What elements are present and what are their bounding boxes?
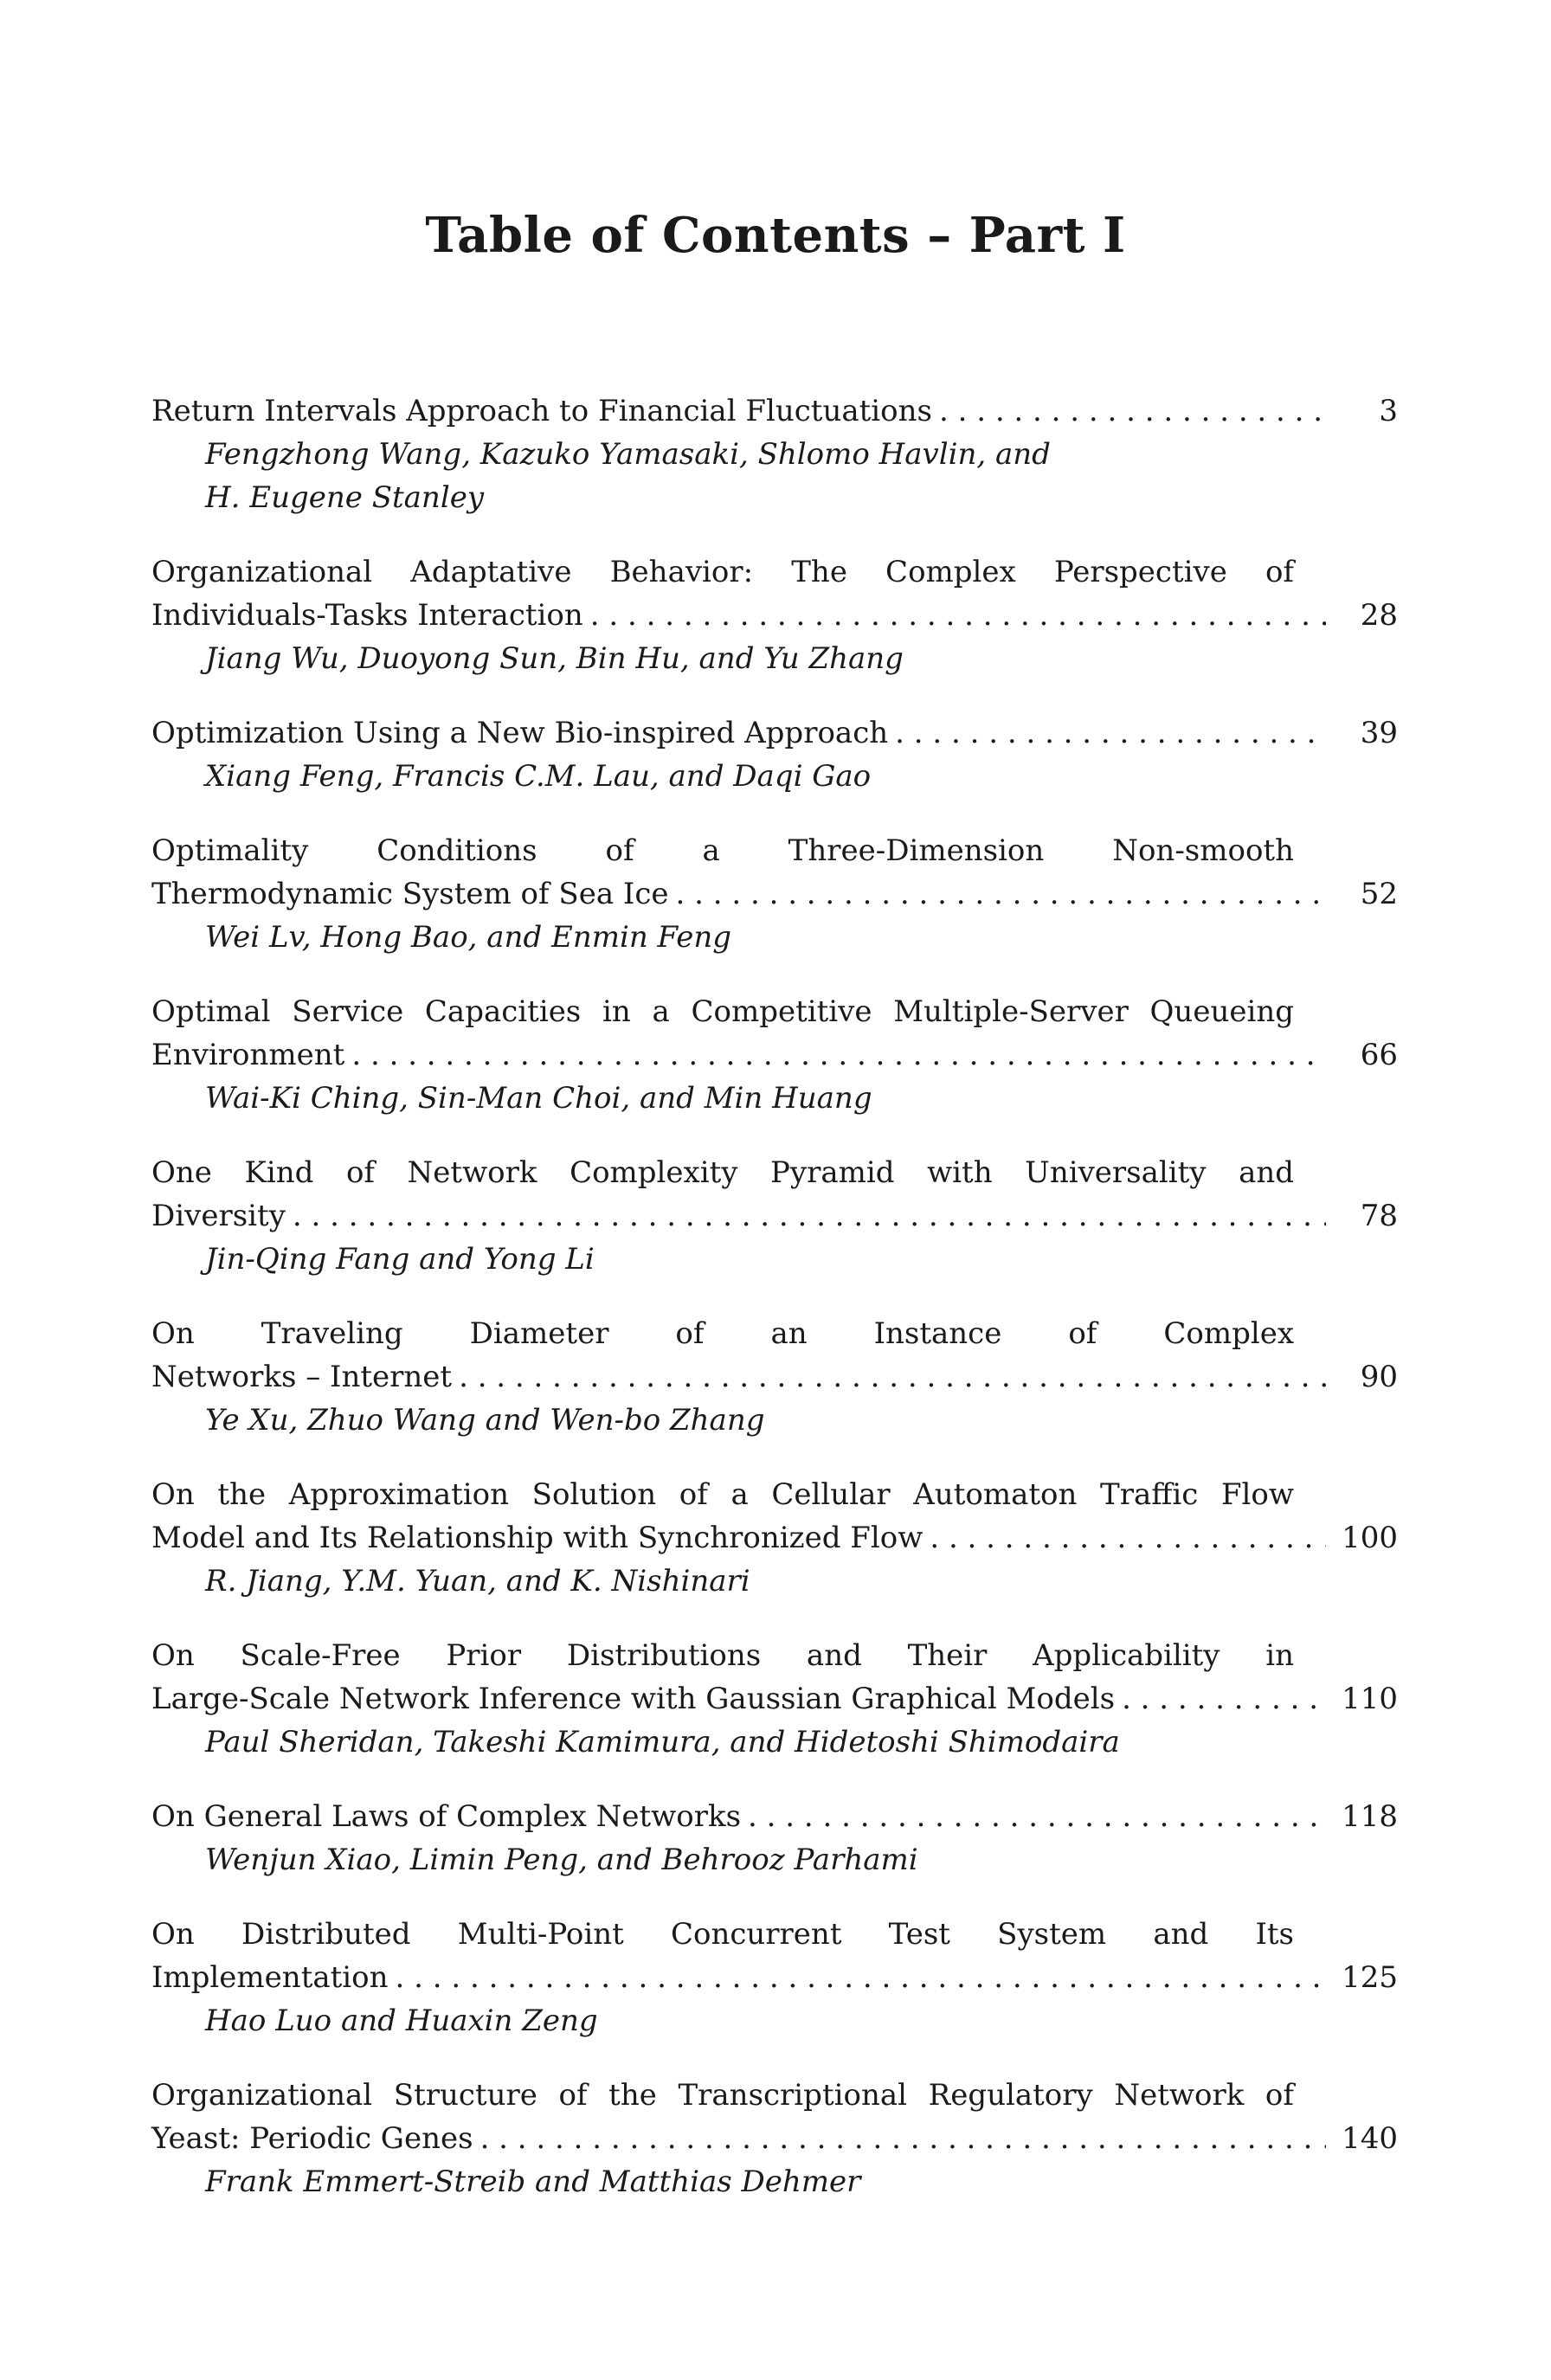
entry-page-number: 3: [1379, 394, 1398, 428]
entry-title-row: [151, 872, 1398, 916]
entry-authors: Jiang Wu, Duoyong Sun, Bin Hu, and Yu Zhang: [205, 641, 904, 676]
dot-leader: [351, 1033, 1326, 1077]
entry-title-row: [151, 1956, 1398, 1999]
toc-entry[interactable]: [151, 1795, 1398, 1881]
entry-title-line: Organizational Structure of the Transcriptional Regulatory Network of: [151, 2078, 1294, 2113]
entry-authors: Xiang Feng, Francis C.M. Lau, and Daqi Gao: [205, 759, 872, 794]
toc-entry[interactable]: [151, 990, 1398, 1120]
toc-entry[interactable]: [151, 829, 1398, 959]
dot-leader: [1122, 1677, 1326, 1721]
entry-title-line: Model and Its Relationship with Synchronized Flow: [151, 1521, 924, 1555]
entry-authors: R. Jiang, Y.M. Yuan, and K. Nishinari: [205, 1564, 750, 1598]
entry-page-number: 28: [1360, 598, 1398, 633]
entry-title-line: Thermodynamic System of Sea Ice: [151, 877, 669, 911]
entry-page-number: 66: [1360, 1038, 1398, 1072]
entry-authors: Ye Xu, Zhuo Wang and Wen-bo Zhang: [205, 1403, 765, 1438]
dot-leader: [676, 872, 1327, 916]
entry-title-line: On Scale-Free Prior Distributions and Their Applicability in: [151, 1638, 1294, 1673]
entry-title-row: [151, 1355, 1398, 1399]
dot-leader: [459, 1355, 1326, 1399]
toc-entry[interactable]: [151, 2074, 1398, 2203]
entry-authors: Frank Emmert-Streib and Matthias Dehmer: [205, 2165, 861, 2199]
dot-leader: [480, 2117, 1326, 2160]
entry-page-number: 125: [1342, 1960, 1398, 1995]
entry-authors: Hao Luo and Huaxin Zeng: [205, 2004, 598, 2038]
toc-entry[interactable]: [151, 1634, 1398, 1764]
entry-title-line: On Traveling Diameter of an Instance of Complex: [151, 1316, 1294, 1351]
entry-authors: Wenjun Xiao, Limin Peng, and Behrooz Parhami: [205, 1843, 918, 1877]
toc-entry[interactable]: [151, 389, 1398, 519]
entry-title-line: Large-Scale Network Inference with Gaussian Graphical Models: [151, 1682, 1116, 1716]
entry-title-row: [151, 1516, 1398, 1560]
entry-page-number: 118: [1342, 1799, 1398, 1834]
entry-title-row: [151, 389, 1398, 433]
toc-list: [151, 389, 1398, 2235]
entry-authors: Wai-Ki Ching, Sin-Man Choi, and Min Huang: [205, 1081, 872, 1116]
dot-leader: [293, 1194, 1326, 1238]
entry-page-number: 78: [1360, 1199, 1398, 1233]
toc-entry[interactable]: [151, 1473, 1398, 1603]
entry-title-row: [151, 711, 1398, 755]
entry-title-line: Implementation: [151, 1960, 389, 1995]
entry-title-row: [151, 594, 1398, 637]
entry-title-row: [151, 1795, 1398, 1838]
entry-title-row: [151, 1033, 1398, 1077]
entry-page-number: 39: [1360, 716, 1398, 750]
dot-leader: [590, 594, 1326, 637]
entry-page-number: 100: [1342, 1521, 1398, 1555]
entry-authors: Fengzhong Wang, Kazuko Yamasaki, Shlomo Havlin, and: [205, 437, 1051, 472]
entry-title-line: Diversity: [151, 1199, 286, 1233]
entry-title-line: On the Approximation Solution of a Cellular Automaton Traffic Flow: [151, 1477, 1294, 1512]
toc-entry[interactable]: [151, 1913, 1398, 2042]
entry-title-line: Return Intervals Approach to Financial Fluctuations: [151, 394, 932, 428]
entry-title-line: Yeast: Periodic Genes: [151, 2121, 473, 2156]
entry-authors: Wei Lv, Hong Bao, and Enmin Feng: [205, 920, 732, 955]
page-title: Table of Contents – Part I: [425, 206, 1126, 264]
toc-entry[interactable]: [151, 1151, 1398, 1281]
entry-page-number: 90: [1360, 1360, 1398, 1394]
entry-title-row: [151, 2117, 1398, 2160]
toc-entry[interactable]: [151, 711, 1398, 798]
entry-authors: H. Eugene Stanley: [205, 480, 485, 515]
entry-page-number: 140: [1342, 2121, 1398, 2156]
entry-title-line: Optimality Conditions of a Three-Dimension Non-smooth: [151, 833, 1294, 868]
entry-title-line: Optimization Using a New Bio-inspired Approach: [151, 716, 889, 750]
entry-title-line: Environment: [151, 1038, 345, 1072]
entry-title-line: Individuals-Tasks Interaction: [151, 598, 583, 633]
entry-title-line: Organizational Adaptative Behavior: The Complex Perspective of: [151, 555, 1294, 589]
entry-title-row: [151, 1194, 1398, 1238]
toc-entry[interactable]: [151, 550, 1398, 680]
entry-title-line: Optimal Service Capacities in a Competitive Multiple-Server Queueing: [151, 994, 1294, 1029]
entry-page-number: 110: [1342, 1682, 1398, 1716]
entry-page-number: 52: [1360, 877, 1398, 911]
entry-title-row: [151, 1677, 1398, 1721]
entry-title-line: One Kind of Network Complexity Pyramid with Universality and: [151, 1155, 1294, 1190]
entry-authors: Jin-Qing Fang and Yong Li: [205, 1242, 595, 1277]
dot-leader: [748, 1795, 1326, 1838]
entry-title-line: On Distributed Multi-Point Concurrent Test System and Its: [151, 1917, 1294, 1952]
toc-entry[interactable]: [151, 1312, 1398, 1442]
entry-title-line: On General Laws of Complex Networks: [151, 1799, 742, 1834]
dot-leader: [939, 389, 1326, 433]
entry-title-line: Networks – Internet: [151, 1360, 453, 1394]
dot-leader: [895, 711, 1326, 755]
entry-authors: Paul Sheridan, Takeshi Kamimura, and Hidetoshi Shimodaira: [205, 1725, 1120, 1759]
dot-leader: [930, 1516, 1326, 1560]
dot-leader: [396, 1956, 1326, 1999]
